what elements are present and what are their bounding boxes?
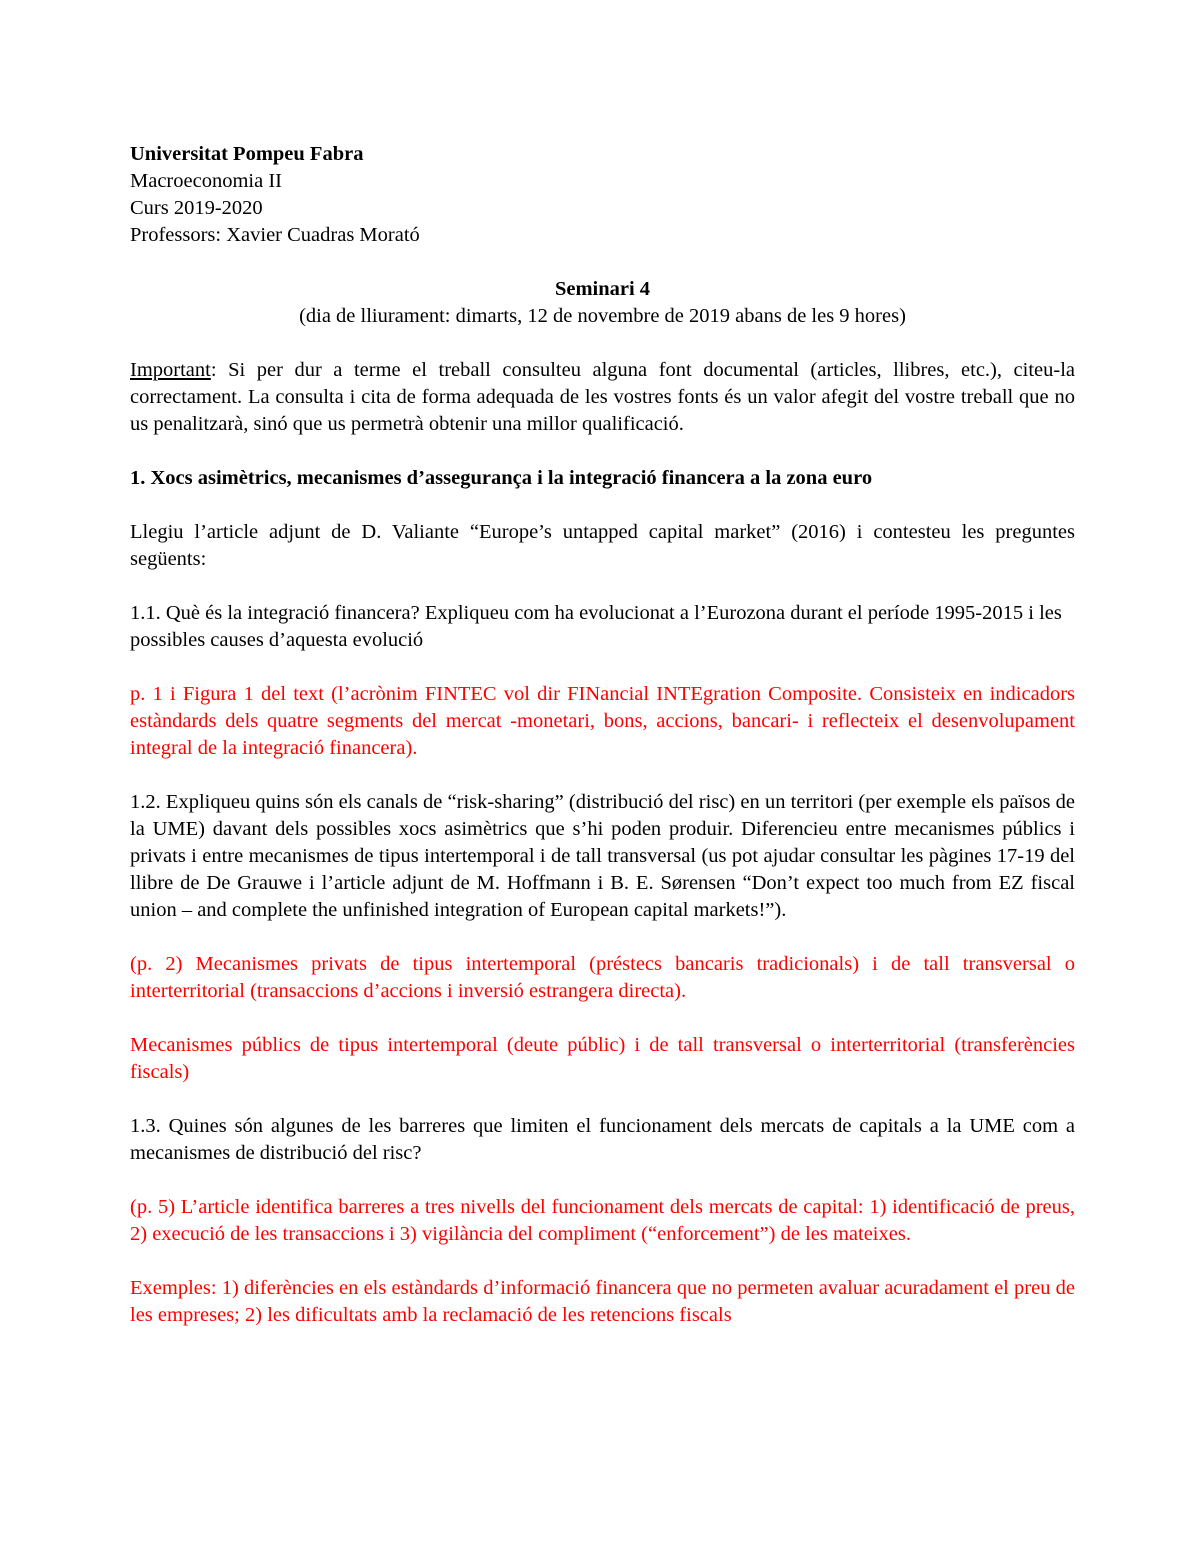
seminar-title: Seminari 4: [554, 278, 651, 300]
university-name: Universitat Pompeu Fabra: [130, 143, 364, 165]
answer-1-1: p. 1 i Figura 1 del text (l’acrònim FINTEC vol dir FINancial INTEgration Composite. Consisteix en indicadors estàndards dels quatre segments del mercat -monetari, bons, accions, bancari- i reflecteix el desenvolupament integral de la integració financera).: [130, 683, 1075, 759]
document-page: [130, 141, 1075, 1329]
answer-1-2-public: Mecanismes públics de tipus intertemporal (deute públic) i de tall transversal o interterritorial (transferències fiscals): [130, 1034, 1075, 1083]
section-intro: Llegiu l’article adjunt de D. Valiante “Europe’s untapped capital market” (2016) i contesteu les preguntes següents:: [130, 521, 1075, 570]
answer-1-3-examples: Exemples: 1) diferències en els estàndards d’informació financera que no permeten avaluar acuradament el preu de les empreses; 2) les dificultats amb la reclamació de les retencions fiscals: [130, 1277, 1075, 1326]
course-name: Macroeconomia II: [130, 170, 282, 192]
course-year: Curs 2019-2020: [130, 197, 263, 219]
section-heading: 1. Xocs asimètrics, mecanismes d’assegurança i la integració financera a la zona euro: [130, 467, 873, 489]
question-1-3: 1.3. Quines són algunes de les barreres que limiten el funcionament dels mercats de capitals a la UME com a mecanismes de distribució del risc?: [130, 1115, 1075, 1164]
important-notice: [130, 357, 1075, 438]
important-label: Important: [130, 359, 211, 381]
question-1-2: 1.2. Expliqueu quins són els canals de “risk-sharing” (distribució del risc) en un territori (per exemple els països de la UME) davant dels possibles xocs asimètrics que s’hi poden produir. Diferencieu entre mecanismes públics i privats i entre mecanismes de tipus intertemporal i de tall transversal (us pot ajudar consultar les pàgines 17-19 del llibre de De Grauwe i l’article adjunt de M. Hoffmann i B. E. Sørensen “Don’t expect too much from EZ fiscal union – and complete the unfinished integration of European capital markets!”).: [130, 791, 1075, 921]
answer-1-3-barriers: (p. 5) L’article identifica barreres a tres nivells del funcionament dels mercats de capital: 1) identificació de preus, 2) execució de les transaccions i 3) vigilància del compliment (“enforcement”) de les mateixes.: [130, 1196, 1075, 1245]
professors-line: Professors: Xavier Cuadras Morató: [130, 224, 420, 246]
important-text: : Si per dur a terme el treball consulteu alguna font documental (articles, llibres, etc.), citeu-la correctament. La consulta i cita de forma adequada de les vostres fonts és un valor afegit del vostre treball que no us penalitzarà, sinó que us permetrà obtenir una millor qualificació.: [130, 359, 1075, 435]
deadline-line: (dia de lliurament: dimarts, 12 de novembre de 2019 abans de les 9 hores): [299, 305, 906, 327]
question-1-1: 1.1. Què és la integració financera? Expliqueu com ha evolucionat a l’Eurozona durant el període 1995-2015 i les possibles causes d’aquesta evolució: [130, 602, 1062, 651]
answer-1-2-private: (p. 2) Mecanismes privats de tipus intertemporal (préstecs bancaris tradicionals) i de tall transversal o interterritorial (transaccions d’accions i inversió estrangera directa).: [130, 953, 1075, 1002]
